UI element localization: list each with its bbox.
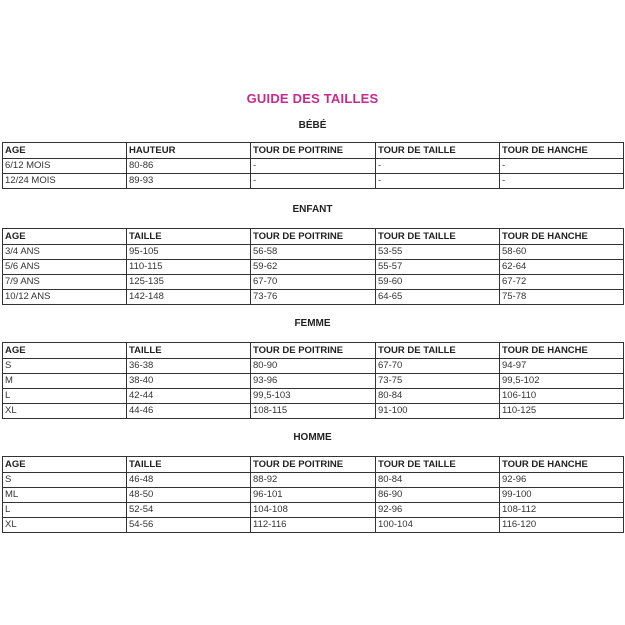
table-row — [3, 174, 624, 189]
table-cell: 80-84 — [376, 473, 500, 488]
table-cell: - — [251, 174, 376, 189]
table-cell: 93-96 — [251, 374, 376, 389]
header-cell: TAILLE — [127, 229, 251, 245]
table-cell: 110-115 — [127, 260, 251, 275]
table-cell: 106-110 — [500, 389, 624, 404]
table-cell: 46-48 — [127, 473, 251, 488]
table-header-row — [3, 457, 624, 473]
table-cell: 99,5-102 — [500, 374, 624, 389]
header-cell: AGE — [3, 343, 127, 359]
table-cell: 116-120 — [500, 518, 624, 533]
header-cell: TAILLE — [127, 457, 251, 473]
table-cell: 53-55 — [376, 245, 500, 260]
table-cell: 75-78 — [500, 290, 624, 305]
table-cell: M — [3, 374, 127, 389]
header-cell: AGE — [3, 229, 127, 245]
table-cell: L — [3, 503, 127, 518]
table-row — [3, 374, 624, 389]
table-cell: 142-148 — [127, 290, 251, 305]
table-row — [3, 518, 624, 533]
header-cell: TOUR DE HANCHE — [500, 229, 624, 245]
table-cell: 55-57 — [376, 260, 500, 275]
table-cell: 56-58 — [251, 245, 376, 260]
header-cell: TOUR DE POITRINE — [251, 343, 376, 359]
table-row — [3, 404, 624, 419]
table-cell: 6/12 MOIS — [3, 159, 127, 174]
table-cell: 67-70 — [251, 275, 376, 290]
size-table-enfant — [2, 228, 624, 305]
table-cell: 108-112 — [500, 503, 624, 518]
table-row — [3, 290, 624, 305]
table-cell: ML — [3, 488, 127, 503]
header-cell: TAILLE — [127, 343, 251, 359]
table-row — [3, 359, 624, 374]
table-cell: 10/12 ANS — [3, 290, 127, 305]
table-cell: 112-116 — [251, 518, 376, 533]
table-cell: 80-84 — [376, 389, 500, 404]
size-table-femme — [2, 342, 624, 419]
header-cell: TOUR DE TAILLE — [376, 343, 500, 359]
table-cell: S — [3, 359, 127, 374]
table-cell: 38-40 — [127, 374, 251, 389]
table-row — [3, 245, 624, 260]
table-cell: 59-62 — [251, 260, 376, 275]
size-table-homme — [2, 456, 624, 533]
table-cell: - — [376, 174, 500, 189]
header-cell: TOUR DE HANCHE — [500, 143, 624, 159]
table-cell: 110-125 — [500, 404, 624, 419]
table-cell: 92-96 — [500, 473, 624, 488]
header-cell: TOUR DE TAILLE — [376, 229, 500, 245]
header-cell: TOUR DE POITRINE — [251, 143, 376, 159]
table-cell: L — [3, 389, 127, 404]
table-cell: 99,5-103 — [251, 389, 376, 404]
table-cell: 99-100 — [500, 488, 624, 503]
table-row — [3, 389, 624, 404]
section-title-homme: HOMME — [293, 432, 332, 443]
table-cell: 95-105 — [127, 245, 251, 260]
table-cell: 67-72 — [500, 275, 624, 290]
table-cell: 80-90 — [251, 359, 376, 374]
table-cell: 42-44 — [127, 389, 251, 404]
table-cell: 80-86 — [127, 159, 251, 174]
table-cell: 52-54 — [127, 503, 251, 518]
header-cell: AGE — [3, 143, 127, 159]
table-cell: 88-92 — [251, 473, 376, 488]
table-cell: 125-135 — [127, 275, 251, 290]
table-cell: 73-75 — [376, 374, 500, 389]
table-cell: 92-96 — [376, 503, 500, 518]
table-cell: S — [3, 473, 127, 488]
header-cell: AGE — [3, 457, 127, 473]
table-cell: 48-50 — [127, 488, 251, 503]
table-cell: - — [376, 159, 500, 174]
table-cell: 3/4 ANS — [3, 245, 127, 260]
table-row — [3, 159, 624, 174]
table-cell: 54-56 — [127, 518, 251, 533]
table-cell: 62-64 — [500, 260, 624, 275]
table-row — [3, 473, 624, 488]
table-cell: XL — [3, 404, 127, 419]
table-cell: - — [251, 159, 376, 174]
table-header-row — [3, 343, 624, 359]
table-cell: 58-60 — [500, 245, 624, 260]
table-cell: 59-60 — [376, 275, 500, 290]
table-cell: 12/24 MOIS — [3, 174, 127, 189]
table-cell: 7/9 ANS — [3, 275, 127, 290]
table-cell: 89-93 — [127, 174, 251, 189]
table-cell: 94-97 — [500, 359, 624, 374]
table-row — [3, 488, 624, 503]
table-cell: 91-100 — [376, 404, 500, 419]
table-cell: XL — [3, 518, 127, 533]
section-title-enfant: ENFANT — [292, 204, 333, 215]
header-cell: HAUTEUR — [127, 143, 251, 159]
header-cell: TOUR DE TAILLE — [376, 143, 500, 159]
section-title-femme: FEMME — [294, 318, 331, 329]
size-table-bebe — [2, 142, 624, 189]
page-title: GUIDE DES TAILLES — [246, 91, 379, 106]
table-cell: 36-38 — [127, 359, 251, 374]
section-title-bebe: BÉBÉ — [298, 120, 327, 131]
table-header-row — [3, 229, 624, 245]
table-cell: 108-115 — [251, 404, 376, 419]
header-cell: TOUR DE TAILLE — [376, 457, 500, 473]
table-cell: 44-46 — [127, 404, 251, 419]
header-cell: TOUR DE HANCHE — [500, 343, 624, 359]
table-cell: 67-70 — [376, 359, 500, 374]
table-cell: 73-76 — [251, 290, 376, 305]
table-cell: 5/6 ANS — [3, 260, 127, 275]
table-cell: - — [500, 159, 624, 174]
table-cell: 104-108 — [251, 503, 376, 518]
table-cell: 96-101 — [251, 488, 376, 503]
header-cell: TOUR DE HANCHE — [500, 457, 624, 473]
table-header-row — [3, 143, 624, 159]
header-cell: TOUR DE POITRINE — [251, 457, 376, 473]
table-cell: - — [500, 174, 624, 189]
header-cell: TOUR DE POITRINE — [251, 229, 376, 245]
table-cell: 100-104 — [376, 518, 500, 533]
table-row — [3, 260, 624, 275]
table-row — [3, 275, 624, 290]
table-cell: 86-90 — [376, 488, 500, 503]
table-cell: 64-65 — [376, 290, 500, 305]
table-row — [3, 503, 624, 518]
